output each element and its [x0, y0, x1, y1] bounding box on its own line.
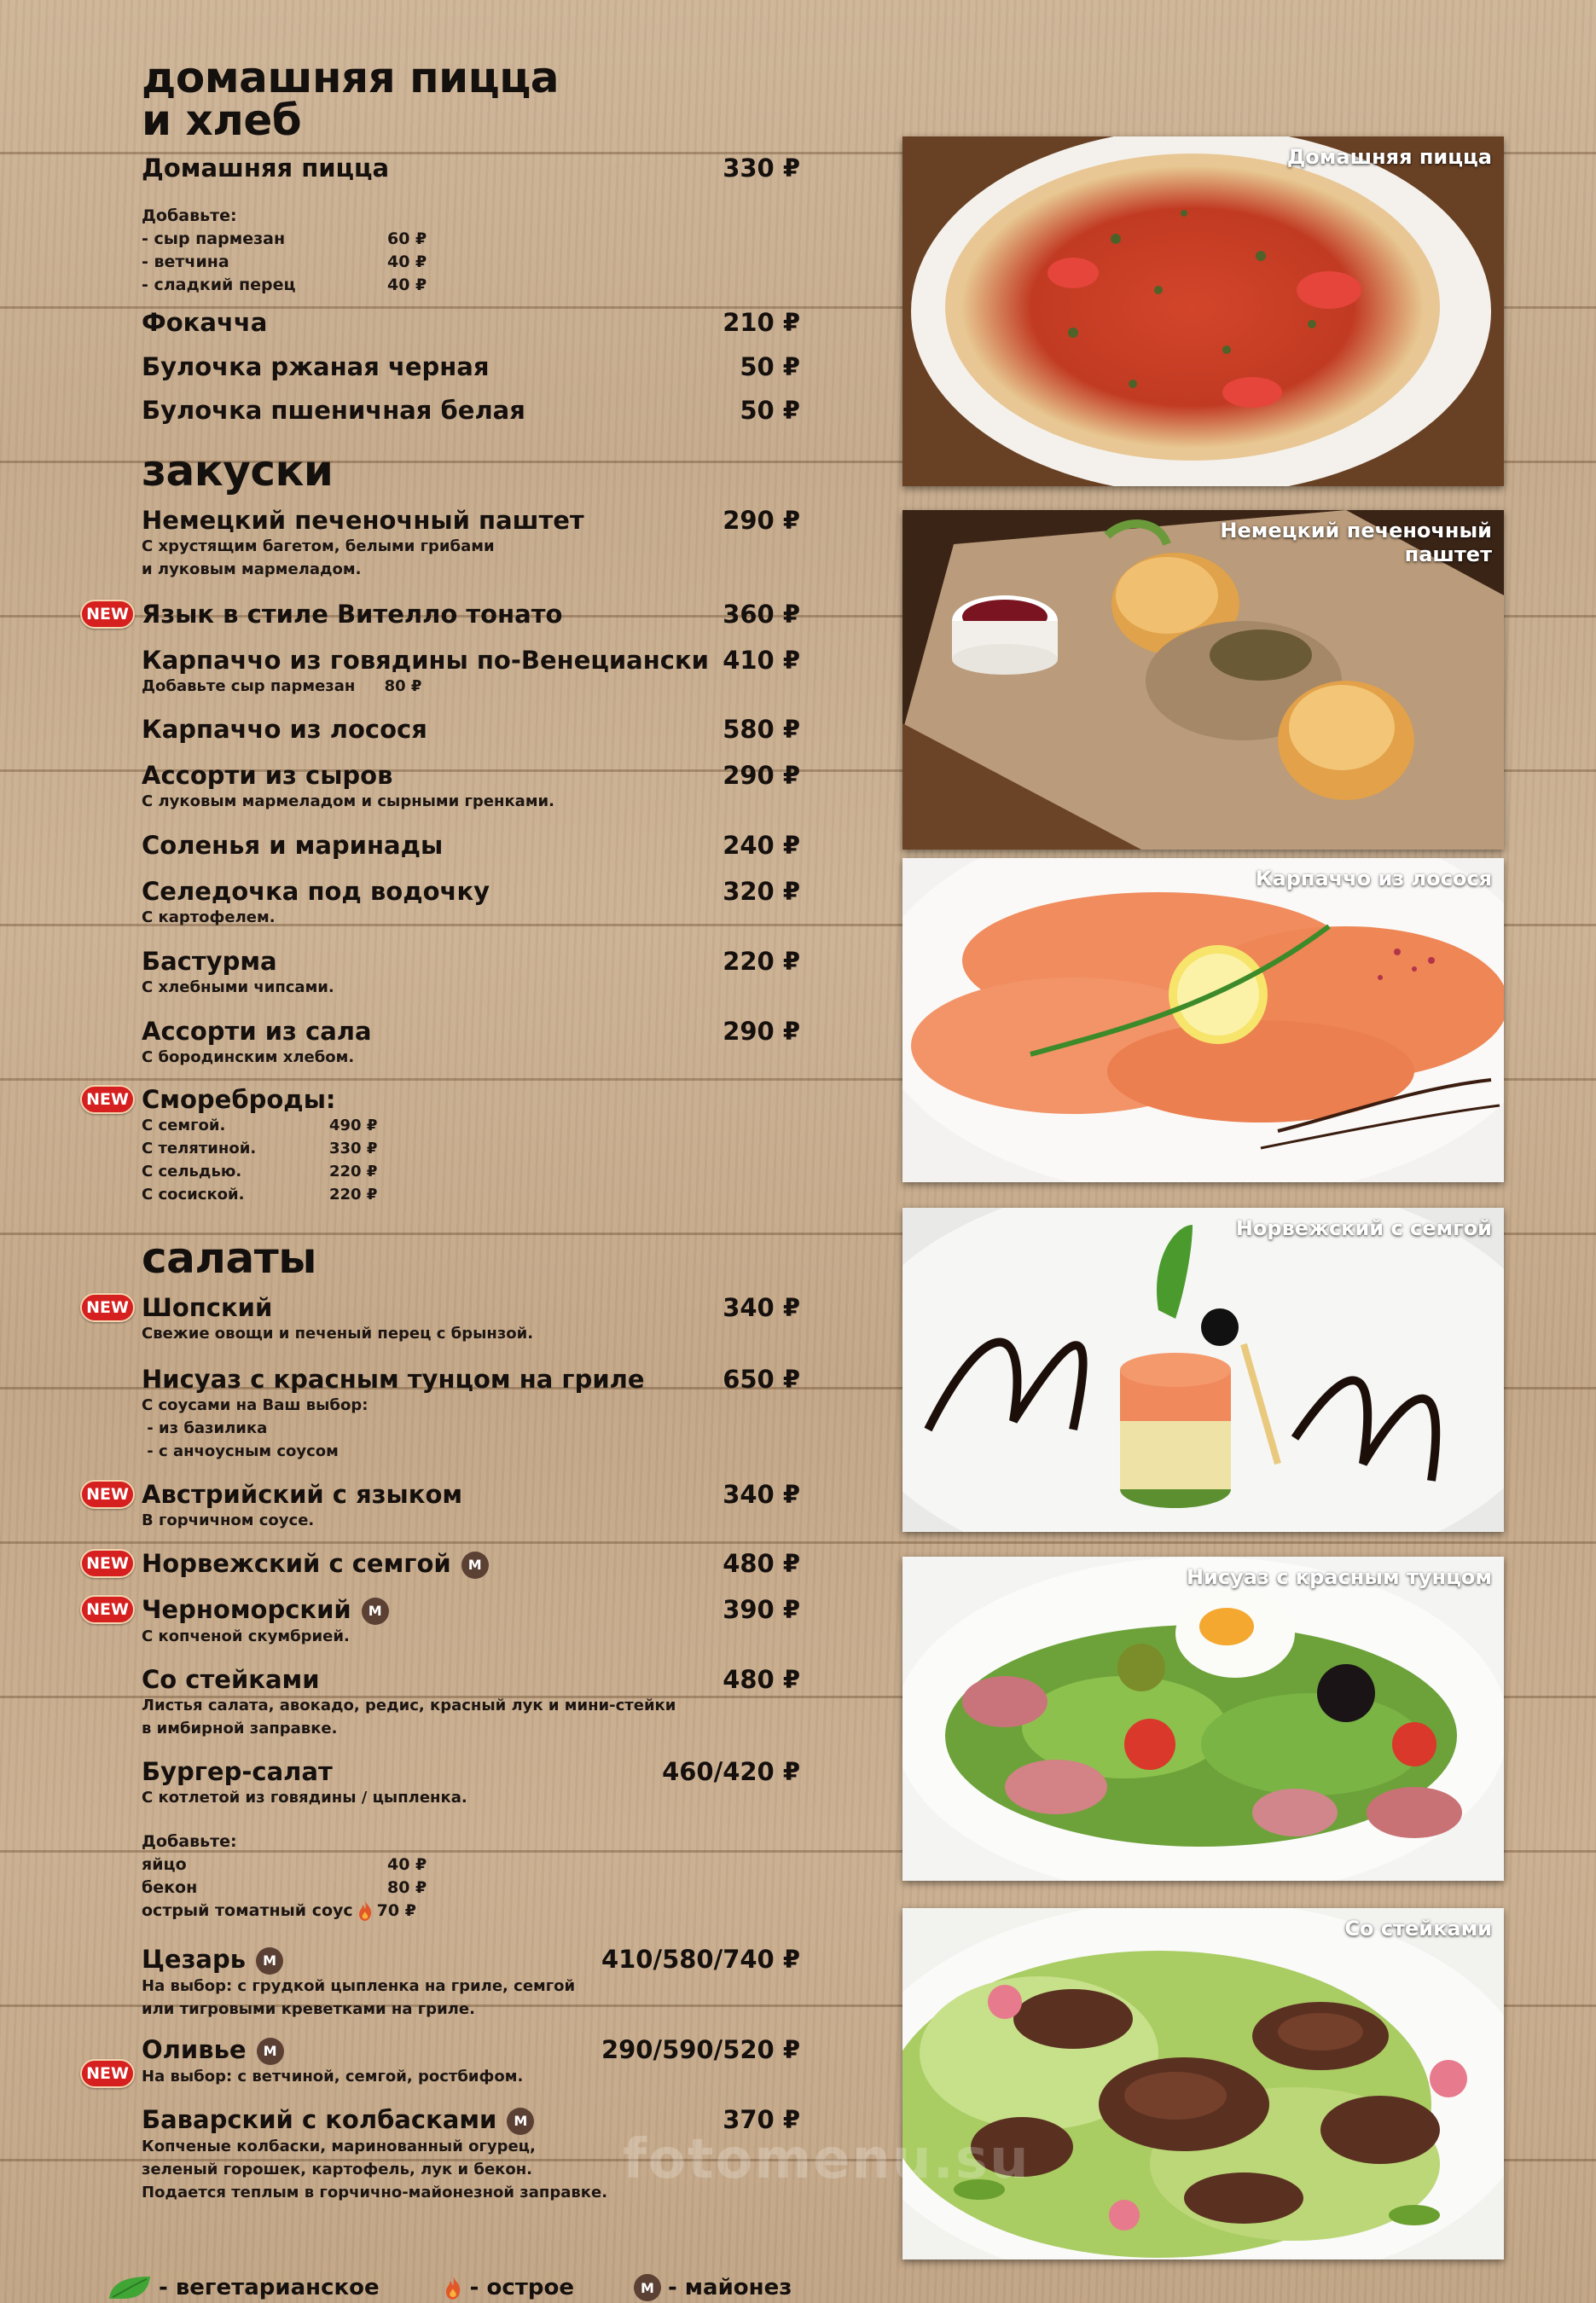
photo-nicoise	[902, 1557, 1504, 1881]
item-price: 650 ₽	[723, 1365, 800, 1394]
photo-caption: Домашняя пицца	[1286, 145, 1492, 169]
watermark: fotomenu.su	[623, 2128, 1030, 2191]
addon-row: - сыр пармезан 60 ₽	[142, 229, 427, 248]
item-name: Нисуаз с красным тунцом на гриле	[142, 1365, 645, 1394]
menu-item-pickles[interactable]	[142, 831, 800, 860]
section-title-line1: домашняя пицца	[142, 53, 560, 102]
item-price: 340 ₽	[723, 1480, 800, 1509]
item-name: Смореброды:	[142, 1085, 336, 1114]
item-desc: С котлетой из говядины / цыпленка.	[142, 1789, 467, 1807]
photo-steak-salad	[902, 1908, 1504, 2259]
legend-vegetarian	[107, 2275, 380, 2300]
item-name: Черноморский M	[142, 1595, 389, 1625]
addon-row: - ветчина 40 ₽	[142, 252, 427, 271]
item-desc: На выбор: с ветчиной, семгой, ростбифом.	[142, 2068, 524, 2085]
photo-caption: Норвежский с семгой	[1235, 1216, 1492, 1240]
new-badge: NEW	[80, 1595, 135, 1624]
item-price: 410 ₽	[723, 646, 800, 675]
legend-spicy	[439, 2275, 574, 2300]
item-price: 370 ₽	[723, 2105, 800, 2134]
item-desc: Листья салата, авокадо, редис, красный лук и мини-стейки	[142, 1697, 676, 1714]
salmon-carpaccio-image	[902, 858, 1504, 1182]
legend	[107, 2272, 851, 2303]
addon-row: бекон 80 ₽	[142, 1878, 427, 1897]
item-desc: зеленый горошек, картофель, лук и бекон.	[142, 2161, 533, 2178]
item-desc: С картофелем.	[142, 908, 276, 926]
fire-icon	[443, 2275, 463, 2300]
menu-item-austrian[interactable]	[142, 1480, 800, 1532]
item-name: Цезарь M	[142, 1945, 283, 1975]
item-name: Соленья и маринады	[142, 831, 444, 860]
menu-item-focaccia[interactable]	[142, 308, 800, 337]
menu-item-caesar[interactable]	[142, 1945, 800, 2021]
item-desc: Копченые колбаски, маринованный огурец,	[142, 2138, 536, 2155]
menu-item-basturma[interactable]	[142, 947, 800, 999]
photo-salmon-carpaccio	[902, 858, 1504, 1182]
item-name: Со стейками	[142, 1665, 320, 1694]
item-price: 320 ₽	[723, 877, 800, 906]
menu-item-shopska[interactable]	[142, 1293, 800, 1345]
mayo-icon: M	[256, 1947, 283, 1975]
item-price: 220 ₽	[723, 947, 800, 976]
item-name: Оливье M	[142, 2035, 284, 2065]
norwegian-salad-image	[902, 1208, 1504, 1532]
menu-item-salo[interactable]	[142, 1017, 800, 1069]
item-price: 50 ₽	[740, 396, 800, 425]
item-price: 290 ₽	[723, 1017, 800, 1046]
item-price: 580 ₽	[723, 715, 800, 744]
item-price: 460/420 ₽	[662, 1757, 800, 1786]
new-badge: NEW	[80, 1293, 135, 1322]
item-price: 360 ₽	[723, 600, 800, 629]
legend-mayo	[634, 2274, 792, 2301]
smorrebrod-options	[142, 1114, 377, 1206]
legend-veg-label: - вегетарианское	[159, 2275, 380, 2300]
steak-salad-image	[902, 1908, 1504, 2259]
option-row: С семгой. 490 ₽	[142, 1117, 378, 1134]
item-name: Язык в стиле Вителло тонато	[142, 600, 563, 629]
menu-item-vitello[interactable]	[142, 600, 800, 629]
item-price: 480 ₽	[723, 1665, 800, 1694]
new-badge: NEW	[80, 1480, 135, 1509]
mayo-icon: M	[362, 1598, 389, 1625]
leaf-icon	[107, 2275, 152, 2300]
item-name: Норвежский с семгой M	[142, 1549, 489, 1579]
legend-mayo-label: - майонез	[667, 2275, 792, 2300]
section-title-line2: и хлеб	[142, 96, 302, 145]
mayo-icon: M	[634, 2274, 661, 2301]
item-desc: В горчичном соусе.	[142, 1511, 315, 1529]
item-name: Бастурма	[142, 947, 277, 976]
menu-item-pate[interactable]	[142, 506, 800, 581]
item-name: Шопский	[142, 1293, 273, 1322]
section-title-snacks: закуски	[142, 446, 334, 496]
item-name: Домашняя пицца	[142, 154, 390, 183]
menu-item-herring[interactable]	[142, 877, 800, 929]
item-price: 50 ₽	[740, 352, 800, 381]
item-name: Ассорти из сала	[142, 1017, 372, 1046]
item-desc: или тигровыми креветками на гриле.	[142, 2000, 475, 2018]
item-price: 480 ₽	[723, 1549, 800, 1578]
new-badge: NEW	[80, 1549, 135, 1578]
item-price: 290 ₽	[723, 761, 800, 790]
addon-row: яйцо 40 ₽	[142, 1855, 427, 1874]
photo-caption: Немецкий печеночный паштет	[1220, 519, 1492, 566]
option-row: С сельдью. 220 ₽	[142, 1163, 378, 1181]
item-price: 340 ₽	[723, 1293, 800, 1322]
photo-norwegian-salad	[902, 1208, 1504, 1532]
item-name: Карпаччо из говядины по-Венециански	[142, 646, 709, 675]
item-name: Австрийский с языком	[142, 1480, 463, 1509]
menu-item-cheese-plate[interactable]	[142, 761, 800, 813]
photo-pate	[902, 510, 1504, 850]
item-name: Карпаччо из лосося	[142, 715, 427, 744]
item-price: 390 ₽	[723, 1595, 800, 1624]
item-desc: Подается теплым в горчично-майонезной заправке.	[142, 2184, 608, 2201]
item-price: 290 ₽	[723, 506, 800, 535]
new-badge: NEW	[80, 2059, 135, 2088]
menu-item-salmon-carpaccio[interactable]	[142, 715, 800, 744]
mayo-icon: M	[507, 2108, 534, 2135]
item-name: Немецкий печеночный паштет	[142, 506, 584, 535]
mayo-icon: M	[461, 1552, 489, 1579]
item-name: Булочка пшеничная белая	[142, 396, 525, 425]
item-desc: С луковым мармеладом и сырными гренками.	[142, 792, 554, 810]
menu-item-olivier[interactable]	[142, 2035, 800, 2088]
item-price: 330 ₽	[723, 154, 800, 183]
menu-item-wheat-bun[interactable]	[142, 396, 800, 425]
item-desc: - из базилика	[142, 1419, 268, 1437]
item-name: Бургер-салат	[142, 1757, 333, 1786]
option-row: С сосиской. 220 ₽	[142, 1186, 378, 1204]
menu-item-norwegian[interactable]	[142, 1549, 800, 1579]
menu-item-beef-carpaccio[interactable]	[142, 646, 800, 698]
addons-label: Добавьте:	[142, 1832, 237, 1851]
nicoise-image	[902, 1557, 1504, 1881]
item-price: 410/580/740 ₽	[601, 1945, 800, 1974]
item-desc: С бородинским хлебом.	[142, 1048, 355, 1066]
item-price: 240 ₽	[723, 831, 800, 860]
menu-item-nicoise[interactable]	[142, 1365, 800, 1463]
menu-item-steaks[interactable]	[142, 1665, 800, 1740]
item-price: 210 ₽	[723, 308, 800, 337]
option-row: С телятиной. 330 ₽	[142, 1140, 378, 1157]
item-name: Баварский с колбасками M	[142, 2105, 534, 2135]
item-desc: С соусами на Ваш выбор:	[142, 1396, 369, 1414]
menu-item-pizza[interactable]	[142, 154, 800, 183]
photo-caption: Со стейками	[1344, 1917, 1492, 1940]
item-desc: С хлебными чипсами.	[142, 978, 334, 996]
menu-item-rye-bun[interactable]	[142, 352, 800, 381]
item-desc: На выбор: с грудкой цыпленка на гриле, семгой	[142, 1977, 576, 1995]
item-name: Фокачча	[142, 308, 268, 337]
item-price: 290/590/520 ₽	[601, 2035, 800, 2064]
section-title-pizza	[142, 53, 560, 145]
mayo-icon: M	[257, 2038, 284, 2065]
addon-row: острый томатный соус 70 ₽	[142, 1901, 416, 1920]
item-name: Селедочка под водочку	[142, 877, 490, 906]
item-desc: - с анчоусным соусом	[142, 1442, 339, 1460]
menu-item-black-sea[interactable]	[142, 1595, 800, 1648]
new-badge: NEW	[80, 1085, 135, 1114]
pizza-image	[902, 136, 1504, 486]
photo-caption: Карпаччо из лосося	[1255, 867, 1492, 890]
item-desc: в имбирной заправке.	[142, 1720, 338, 1737]
item-desc: С хрустящим багетом, белыми грибами	[142, 537, 495, 555]
photo-pizza	[902, 136, 1504, 486]
new-badge: NEW	[80, 600, 135, 629]
section-title-salads: салаты	[142, 1233, 316, 1283]
item-name: Булочка ржаная черная	[142, 352, 490, 381]
photo-caption: Нисуаз с красным тунцом	[1186, 1565, 1492, 1589]
menu-item-burger-salad[interactable]	[142, 1757, 800, 1809]
menu-item-smorrebrod[interactable]	[142, 1085, 800, 1114]
addons-label: Добавьте:	[142, 206, 237, 225]
fire-icon	[357, 1900, 374, 1922]
item-desc: и луковым мармеладом.	[142, 560, 362, 578]
addon-row: - сладкий перец 40 ₽	[142, 276, 427, 294]
item-desc: Добавьте сыр пармезан 80 ₽	[142, 677, 422, 695]
item-desc: Свежие овощи и печеный перец с брынзой.	[142, 1325, 534, 1343]
legend-spicy-label: - острое	[469, 2275, 574, 2300]
salad-addons	[142, 1830, 427, 1923]
pizza-addons	[142, 205, 427, 297]
item-name: Ассорти из сыров	[142, 761, 393, 790]
item-desc: С копченой скумбрией.	[142, 1627, 350, 1645]
